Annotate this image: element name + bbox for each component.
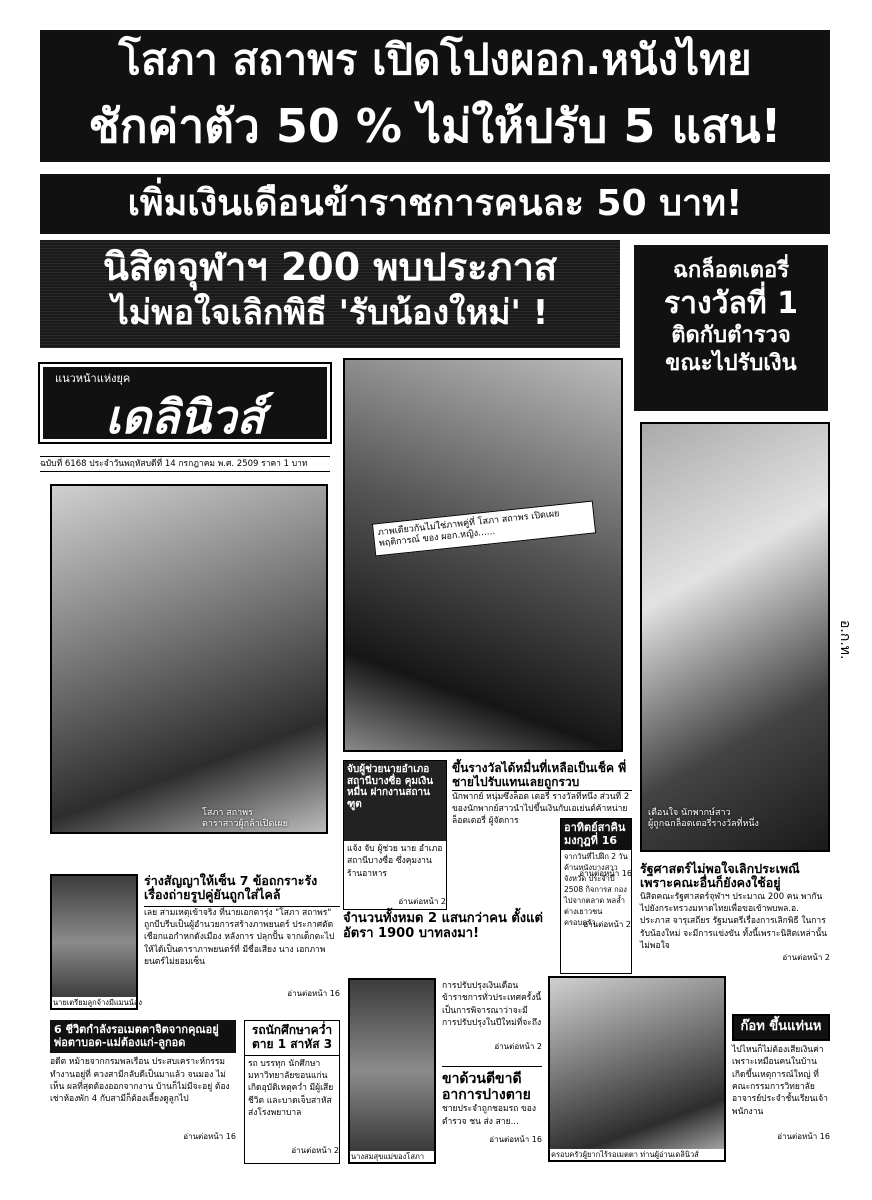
headline-salary: เพิ่มเงินเดือนข้าราชการคนละ 50 บาท!: [40, 172, 830, 234]
story-gossip-cont: อ่านต่อหน้า 16: [777, 1131, 830, 1141]
story-theft-body: แจ้ง จับ ผู้ช่วย นาย อำเภอ สถานีบางซื่อ ซึ่งคุมงานร้านอาหาร: [347, 844, 443, 879]
crying-woman-caption-desc: ผู้ถูกฉกล็อตเตอรี่รางวัลที่หนึ่ง: [648, 819, 759, 830]
story-sixlives-body: อดีต หม้ายจากกรมพลเรือน ประสบเคราะห์กรรม ทำงานอยู่ที่ ควงสามีกลับดีเป็นมาแล้ว จนมอง ไม่เห็น ผลที่สุดต้องออกจากงาน บ้านก็ไม่มีจะอยู่ ต้องเช่าห้องพัก 4 กับสามีก็ต้องเลี้ยงดูลูกไป: [50, 1057, 230, 1105]
woman-photo: [348, 978, 436, 1164]
story-contract-cont: อ่านต่อหน้า 16: [287, 988, 340, 998]
story-tradition-cont: อ่านต่อหน้า 2: [782, 952, 830, 962]
story-salary-headline: จำนวนทั้งหมด 2 แสนกว่าคน ตั้งแต่อัตรา 1900 บาทลงมา!: [343, 911, 543, 941]
story-sixlives-cont: อ่านต่อหน้า 16: [183, 1132, 236, 1142]
crying-woman-photo: [640, 422, 830, 852]
headline-sopha: โสภา สถาพร เปิดโปงผอก.หนังไทย: [40, 30, 830, 92]
story-salary: [343, 912, 555, 974]
masthead-title: เดลินิวส์: [105, 390, 265, 444]
story-gossip: [732, 1014, 830, 1164]
masthead-kicker: แนวหน้าแห่งยุค: [55, 372, 131, 385]
man-photo: [50, 874, 143, 1010]
headline-students-line2: ไม่พอใจเลิกพิธี 'รับน้องใหม่' !: [111, 292, 549, 333]
story-contract-headline: ร่างสัญญาให้เซ็น 7 ข้อถกราะรัง เรื่องถ่ายรูปคู่ยันถูกใส่ไคล้: [144, 874, 340, 907]
lottery-line-1: ฉกล็อตเตอรี่: [672, 258, 790, 283]
headline-students-box: [40, 240, 620, 348]
story-zone-headline: อาทิตย์สาคิน มงกุฎที่ 16: [561, 819, 631, 850]
lottery-line-3: ติดกับตำรวจ: [671, 322, 791, 348]
story-theft: [343, 760, 447, 910]
crying-woman-caption-name: เตือนใจ นักพากษ์สาว: [648, 808, 731, 818]
story-sixlives: [50, 1020, 236, 1164]
actress-caption-name: โสภา สถาพร: [202, 808, 253, 818]
story-cutpath: [442, 1066, 542, 1164]
story-tradition-body: นิสิตคณะรัฐศาสตร์จุฬาฯ ประมาณ 200 คน พากันไปยังกระทรวงมหาดไทยเพื่อขอเข้าพบพล.อ. ประภาส จารุเสถียร รัฐมนตรีเรื่องการเลิกพิธี ในการรับน้องใหม่ จะมีการแข่งขัน ทั้งนี้เพราะนิสิตเหล่านั้นไม่พอใจ: [640, 891, 828, 951]
story-lottery-cont: อ่านต่อหน้า 16: [579, 868, 632, 878]
story-theft-headline: จับผู้ช่วยนายอำเภอ สถานีบางซื่อ คุมเงินหมื่น ฝากงานสถานฑูต: [344, 761, 446, 841]
story-theft-cont: อ่านต่อหน้า 2: [398, 897, 446, 906]
story-salary-body: การปรับปรุงเงินเดือน ข้าราชการทั่วประเทศครั้งนี้ เป็นการพิจารณาว่าจะมีการปรับปรุงในปีใหม่ที่จะถึง: [442, 981, 542, 1028]
story-student: [244, 1020, 340, 1164]
group-photo: [343, 358, 623, 752]
masthead: [40, 364, 330, 442]
story-gossip-body: ไปไหนก็ไม่ต้องเสียเงินค่าเพราะเหมือนคนในบ้านเกิดขึ้นเหตุการณ์ใหญ่ ที่ คณะกรรมการวิทยาลัย อาจารย์ประจำชั้นเรียนเจ้าพนักงาน: [732, 1044, 828, 1117]
story-lottery-body: นักพากย์ หนุ่มซึ่งล็อต เตอรี่ รางวัลที่หนึ่ง ส่วนที่ 2 ของนักพากย์สาวนำไปขึ้นเงินกับเอเย่นต์ค้าหน่าย ล็อตเตอรี่ ผู้จัดการ: [452, 791, 630, 827]
family-photo-caption: ครอบครัวผู้ยากไร้รอเมตตา ท่านผู้อ่านเดลินิวส์: [550, 1149, 724, 1160]
story-student-body: รถ บรรทุก นักศึกษามหาวิทยาลัยขอนแก่น เกิดอุบัติเหตุคว่ำ มีผู้เสียชีวิต และบาดเจ็บสาหัสส่งโรงพยาบาล: [248, 1058, 334, 1118]
family-photo: [548, 976, 726, 1162]
story-cutpath-headline: ขาด้วนตีขาดี อาการปางตาย: [442, 1066, 542, 1103]
story-zone-cont: อ่านต่อหน้า 2: [583, 920, 631, 930]
crying-woman-caption: [648, 808, 759, 831]
lottery-line-4: ขณะไปรับเงิน: [665, 351, 797, 377]
lottery-headline-box: [634, 245, 828, 411]
man-photo-caption: นายเตรียมลูกจ้างมีแมนน้อง: [53, 997, 143, 1007]
story-sixlives-headline: 6 ชีวิตกำลังรอเมตตาจิตจากคุณอยู่ พ่อตาบอด-แม่ต้องแก่-ลูกอด: [50, 1020, 236, 1053]
story-zone: [560, 818, 632, 974]
actress-caption-desc: ดาราสาวผู้กล้าเปิดเผย: [202, 819, 288, 830]
story-tradition-headline: รัฐศาสตร์ไม่พอใจเลิกประเพณี เพราะคณะอื่นก็ยังคงใช้อยู่: [640, 861, 800, 891]
lottery-line-2: รางวัลที่ 1: [664, 285, 798, 321]
story-student-headline: รถนักศึกษาคว่ำ ตาย 1 สาหัส 3: [245, 1021, 339, 1056]
story-gossip-headline: ก๊อท ขึ้นแท่นห: [732, 1014, 830, 1041]
headline-commission: ชักค่าตัว 50 % ไม่ให้ปรับ 5 แสน!: [40, 92, 830, 162]
woman-photo-caption: นางสมสุขแม่ของโสภา: [350, 1151, 434, 1162]
story-lottery-headline: ขึ้นรางวัลได้หมื่นที่เหลือเป็นเช็ค พี่ชายไปรับแทนเลยถูกรวบ: [452, 762, 632, 791]
side-mark: อ.ก.ท.: [837, 620, 853, 660]
actress-photo: [50, 484, 328, 834]
story-tradition: [640, 862, 830, 978]
story-salary-cont: อ่านต่อหน้า 2: [494, 1042, 542, 1051]
story-contract: [144, 874, 340, 1010]
story-student-cont: อ่านต่อหน้า 2: [291, 1145, 339, 1155]
actress-caption: [202, 808, 288, 831]
story-zone-body: จากวันที่ไปฝึก 2 วัน ค้านหนังบางสาว จังหวัด ประจำปี 2508 กิจการส กองไปจากตลาด พลล้ำ ต่างเยาวชน ครอบครัว: [564, 852, 628, 927]
group-photo-caption: ภาพเดียวกันไม่ใช่ภาพคู่ที่ โสภา สถาพร เปิดเผยพฤติการณ์ ของ ผอก.หญิง......: [372, 500, 596, 556]
story-salary-body-col: [442, 980, 542, 1060]
issue-line: ฉบับที่ 6168 ประจำวันพฤหัสบดีที่ 14 กรกฎาคม พ.ศ. 2509 ราคา 1 บาท: [40, 456, 330, 472]
story-cutpath-body: ชายประจำถูกชอมรถ ของ ตำรวจ ชน ส่ง สาย...: [442, 1104, 537, 1127]
story-cutpath-cont: อ่านต่อหน้า 16: [489, 1135, 542, 1145]
headline-students-line1: นิสิตจุฬาฯ 200 พบประภาส: [102, 245, 558, 289]
story-contract-body: เลย สามเหตุเข้าจริง ที่นายเอกตารุ่ง "โสภา สถาพร" ถูกบีบรีบเป็นผู้อำนวยการสร้างภาพยนตร์ ประกาศตัดเชือกแอกำหกดังเมือง หลังการ ปลุกปั้น จากเด็กตะไปให้ได้เป็นดาราภาพยนตร์ที่ มีชื่อเสียง นาง เอกภาพยนตร์ไม่ยอมเซ็น: [144, 907, 335, 967]
